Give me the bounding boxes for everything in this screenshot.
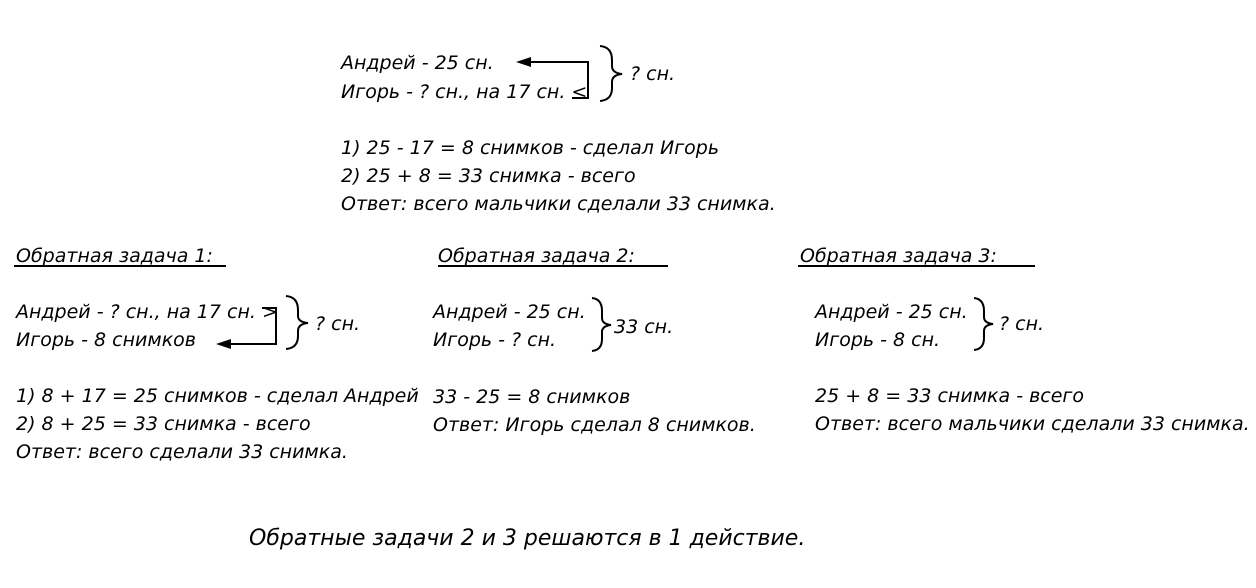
inverse-3-answer: Ответ: всего мальчики сделали 33 снимка. <box>815 413 1250 435</box>
inverse-1-answer: Ответ: всего сделали 33 снимка. <box>16 441 348 463</box>
inverse-1-igor-line: Игорь - 8 снимков <box>16 329 196 351</box>
main-step-1: 1) 25 - 17 = 8 снимков - сделал Игорь <box>341 137 720 159</box>
inverse-2-answer: Ответ: Игорь сделал 8 снимков. <box>433 414 756 436</box>
inverse-1-step-2: 2) 8 + 25 = 33 снимка - всего <box>16 413 311 435</box>
inverse-2-igor-line: Игорь - ? сн. <box>433 329 557 351</box>
inverse-1-step-1: 1) 8 + 17 = 25 снимков - сделал Андрей <box>16 385 419 407</box>
main-andrey-line: Андрей - 25 сн. <box>341 52 494 74</box>
inverse-2-brace-label: 33 сн. <box>614 316 674 338</box>
inverse-1-brace-icon <box>286 296 308 349</box>
inverse-2-andrey-line: Андрей - 25 сн. <box>433 301 586 323</box>
main-answer: Ответ: всего мальчики сделали 33 снимка. <box>341 193 776 215</box>
main-igor-line: Игорь - ? сн., на 17 сн. < <box>341 81 588 103</box>
inverse-3-title: Обратная задача 3: <box>800 245 997 267</box>
main-brace-icon <box>600 46 622 101</box>
inverse-1-brace-label: ? сн. <box>315 313 361 335</box>
inverse-2-brace-icon <box>592 298 611 351</box>
inverse-2-step-1: 33 - 25 = 8 снимков <box>433 386 631 408</box>
inverse-3-brace-label: ? сн. <box>999 313 1045 335</box>
inverse-3-brace-icon <box>974 298 993 350</box>
inverse-1-andrey-line: Андрей - ? сн., на 17 сн. > <box>16 301 278 323</box>
inverse-3-andrey-line: Андрей - 25 сн. <box>815 301 968 323</box>
main-brace-label: ? сн. <box>630 63 676 85</box>
inverse-3-igor-line: Игорь - 8 сн. <box>815 329 941 351</box>
inverse-3-step-1: 25 + 8 = 33 снимка - всего <box>815 385 1085 407</box>
main-step-2: 2) 25 + 8 = 33 снимка - всего <box>341 165 636 187</box>
conclusion-text: Обратные задачи 2 и 3 решаются в 1 действие. <box>249 526 806 551</box>
inverse-2-title: Обратная задача 2: <box>438 245 635 267</box>
inverse-1-title: Обратная задача 1: <box>16 245 213 267</box>
